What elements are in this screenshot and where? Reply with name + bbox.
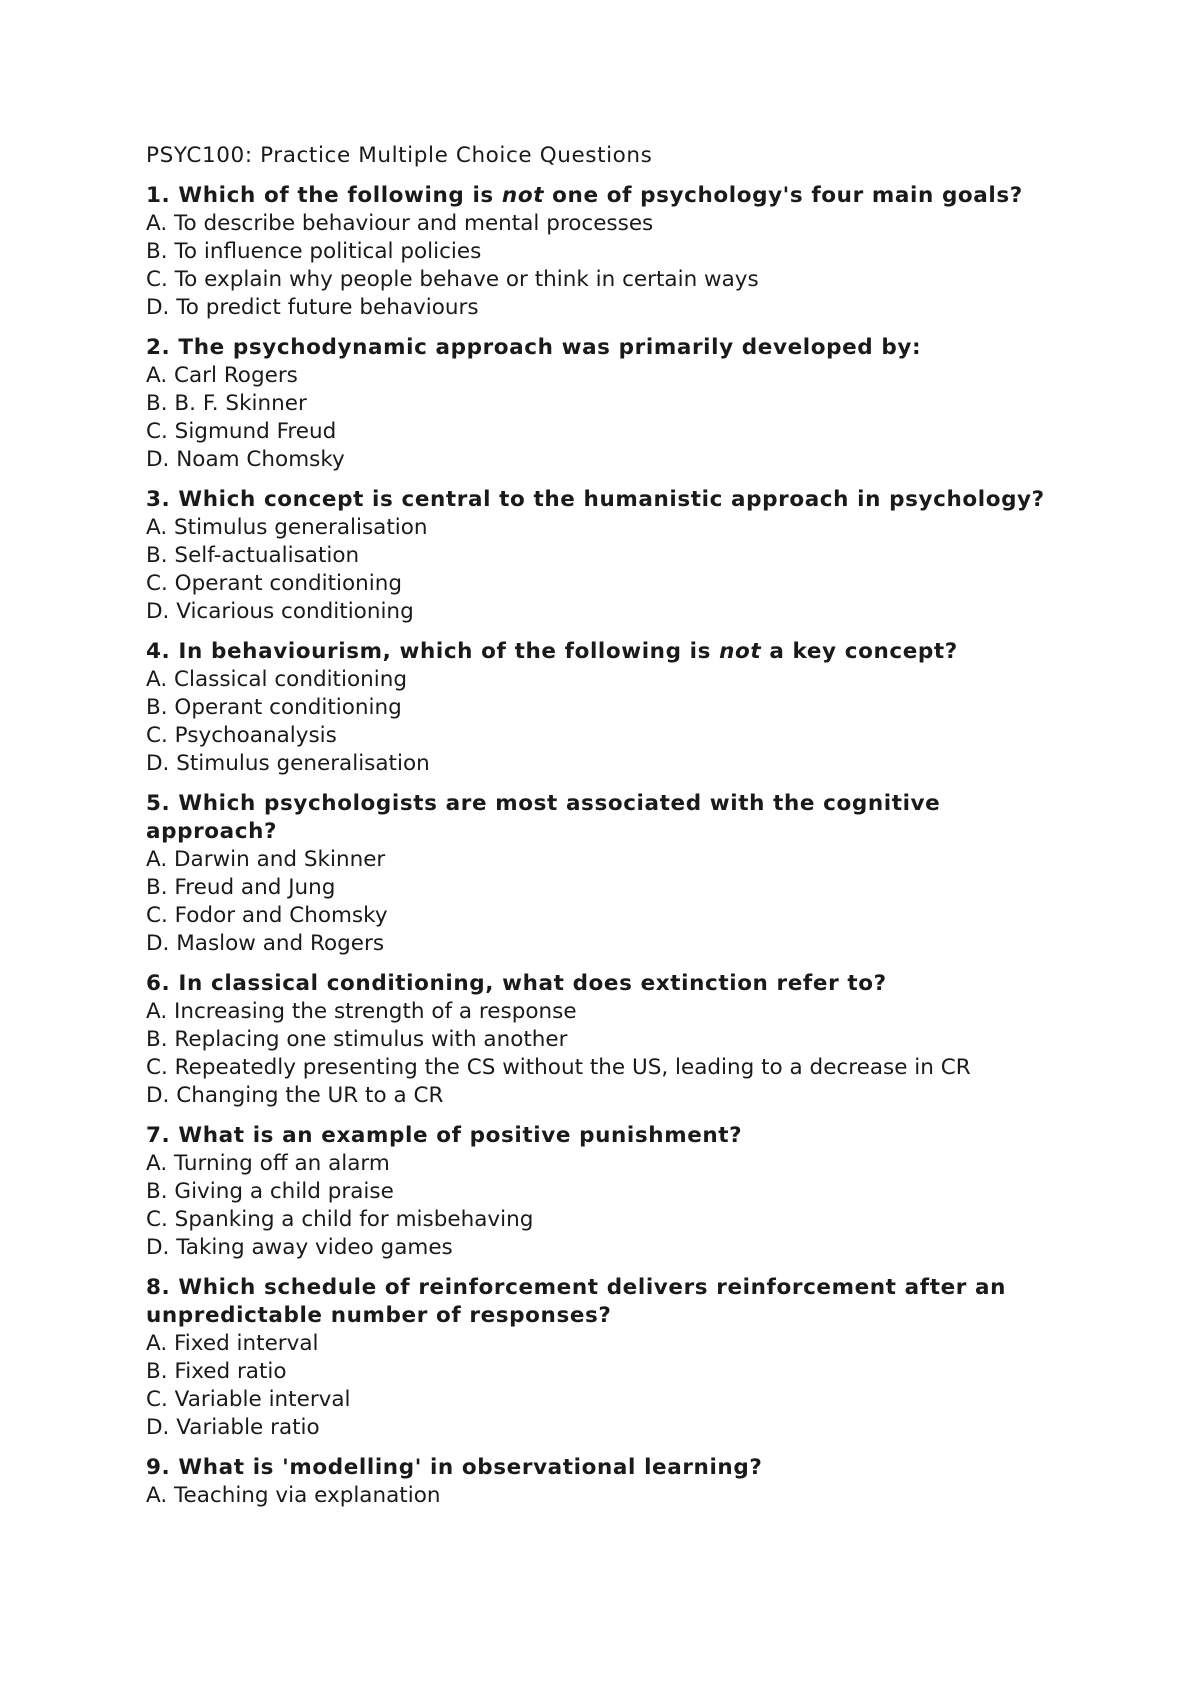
question-text [146, 486, 1046, 514]
question-text [146, 638, 1046, 666]
answer-option: B. B. F. Skinner [146, 391, 307, 416]
question-block [146, 486, 1046, 626]
question-block [146, 1454, 1046, 1510]
question-block [146, 182, 1046, 322]
answer-option: B. Fixed ratio [146, 1359, 287, 1384]
question-text-start: What is 'modelling' in observational learning? [178, 1455, 763, 1480]
question-block [146, 970, 1046, 1110]
document-page [146, 142, 1046, 1522]
answer-option: B. Self-actualisation [146, 543, 360, 568]
answer-option: A. Turning off an alarm [146, 1151, 390, 1176]
answer-option: A. Fixed interval [146, 1331, 319, 1356]
question-text [146, 970, 1046, 998]
question-text [146, 790, 1046, 846]
question-text [146, 334, 1046, 362]
answer-option: A. To describe behaviour and mental processes [146, 211, 654, 236]
question-number: 4. [146, 639, 171, 664]
answer-option: B. Freud and Jung [146, 875, 336, 900]
question-number: 7. [146, 1123, 171, 1148]
answer-option: A. Teaching via explanation [146, 1483, 441, 1508]
answer-option: D. Stimulus generalisation [146, 751, 430, 776]
question-text [146, 1274, 1046, 1330]
question-block [146, 1122, 1046, 1262]
question-text-start: Which psychologists are most associated with the cognitive approach? [146, 791, 941, 844]
question-text [146, 1122, 1046, 1150]
answer-option: C. Sigmund Freud [146, 419, 337, 444]
answer-option: D. Vicarious conditioning [146, 599, 414, 624]
answer-option: A. Increasing the strength of a response [146, 999, 577, 1024]
answer-option: D. Variable ratio [146, 1415, 320, 1440]
question-text-start: Which concept is central to the humanistic approach in psychology? [178, 487, 1045, 512]
answer-option: C. Variable interval [146, 1387, 351, 1412]
question-block [146, 1274, 1046, 1442]
question-block [146, 334, 1046, 474]
question-number: 8. [146, 1275, 171, 1300]
question-text-start: In classical conditioning, what does extinction refer to? [178, 971, 887, 996]
answer-option: C. Psychoanalysis [146, 723, 337, 748]
answer-option: D. Maslow and Rogers [146, 931, 385, 956]
question-emphasis: not [501, 183, 545, 208]
answer-option: D. Taking away video games [146, 1235, 453, 1260]
question-number: 9. [146, 1455, 171, 1480]
question-text-start: Which of the following is [178, 183, 502, 208]
answer-option: C. Fodor and Chomsky [146, 903, 388, 928]
question-text-end: one of psychology's four main goals? [544, 183, 1023, 208]
question-text-start: Which schedule of reinforcement delivers reinforcement after an unpredictable number of responses? [146, 1275, 1007, 1328]
question-number: 2. [146, 335, 171, 360]
answer-option: C. To explain why people behave or think in certain ways [146, 267, 759, 292]
answer-option: C. Operant conditioning [146, 571, 403, 596]
answer-option: B. Operant conditioning [146, 695, 402, 720]
question-number: 1. [146, 183, 171, 208]
answer-option: D. Noam Chomsky [146, 447, 345, 472]
answer-option: D. To predict future behaviours [146, 295, 479, 320]
question-text-end: a key concept? [761, 639, 958, 664]
question-block [146, 638, 1046, 778]
answer-option: D. Changing the UR to a CR [146, 1083, 444, 1108]
answer-option: B. To influence political policies [146, 239, 482, 264]
question-number: 5. [146, 791, 171, 816]
answer-option: B. Giving a child praise [146, 1179, 394, 1204]
question-number: 3. [146, 487, 171, 512]
question-text [146, 1454, 1046, 1482]
answer-option: C. Spanking a child for misbehaving [146, 1207, 534, 1232]
answer-option: A. Carl Rogers [146, 363, 298, 388]
answer-option: A. Classical conditioning [146, 667, 407, 692]
answer-option: C. Repeatedly presenting the CS without the US, leading to a decrease in CR [146, 1055, 971, 1080]
answer-option: A. Darwin and Skinner [146, 847, 386, 872]
question-text-start: What is an example of positive punishment? [178, 1123, 743, 1148]
question-list [146, 182, 1046, 1510]
document-title: PSYC100: Practice Multiple Choice Questions [146, 143, 653, 168]
answer-option: A. Stimulus generalisation [146, 515, 428, 540]
question-text [146, 182, 1046, 210]
question-number: 6. [146, 971, 171, 996]
question-block [146, 790, 1046, 958]
question-text-start: In behaviourism, which of the following is [178, 639, 720, 664]
question-emphasis: not [719, 639, 762, 664]
answer-option: B. Replacing one stimulus with another [146, 1027, 568, 1052]
question-text-start: The psychodynamic approach was primarily developed by: [178, 335, 922, 360]
